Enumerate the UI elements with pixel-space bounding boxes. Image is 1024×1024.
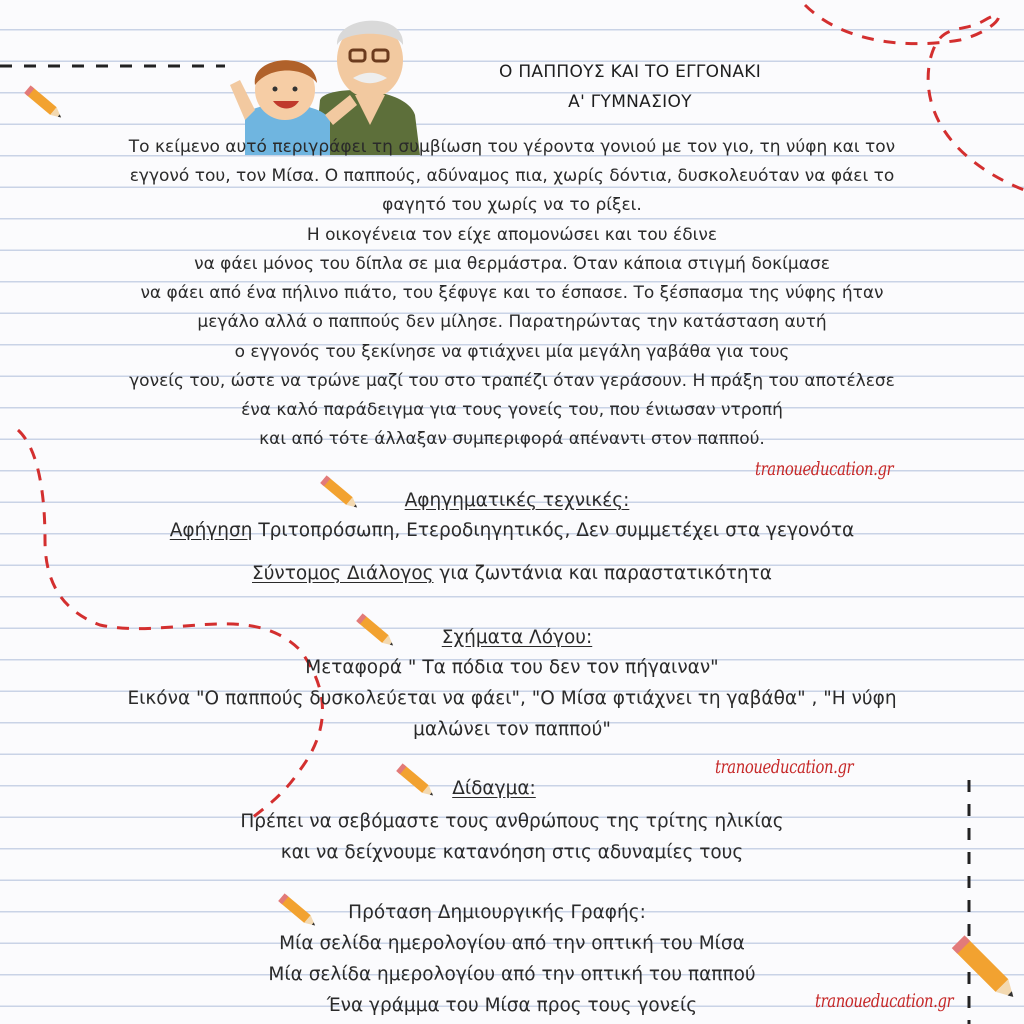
summary-line: ο εγγονός του ξεκίνησε να φτιάχνει μία μεγάλη γαβάθα για τους: [234, 342, 790, 362]
brand-watermark: tranoueducation.gr: [755, 458, 894, 480]
dialogue-label: Σύντομος Διάλογος: [252, 563, 434, 584]
dialogue-text: για ζωντάνια και παραστατικότητα: [433, 563, 772, 584]
creative-line: Μία σελίδα ημερολογίου από την οπτική του Μίσα: [279, 933, 745, 954]
pencil-icon: [22, 82, 68, 126]
brand-watermark: tranoueducation.gr: [715, 756, 854, 778]
creative-line: Μία σελίδα ημερολογίου από την οπτική του παππού: [268, 964, 756, 985]
lesson-line: και να δείχνουμε κατανόηση στις αδυναμίες τους: [280, 842, 744, 863]
narration-label: Αφήγηση: [169, 520, 253, 541]
techniques-dialogue: [0, 563, 1024, 584]
summary-line: Η οικογένεια τον είχε απομονώσει και του έδινε: [306, 225, 718, 245]
summary-line: γονείς του, ώστε να τρώνε μαζί του στο τραπέζι όταν γεράσουν. Η πράξη του αποτέλεσε: [129, 371, 895, 391]
techniques-heading: Αφηγηματικές τεχνικές:: [404, 490, 630, 511]
title-line-2: Α' ΓΥΜΝΑΣΙΟΥ: [568, 92, 692, 112]
figures-heading: Σχήματα Λόγου:: [441, 627, 593, 648]
techniques-narration: [0, 520, 1024, 541]
summary-line: εγγονό του, τον Μίσα. Ο παππούς, αδύναμος πια, χωρίς δόντια, δυσκολευόταν να φάει το: [129, 166, 895, 186]
summary-line: Το κείμενο αυτό περιγράφει τη συμβίωση του γέροντα γονιού με τον γιο, τη νύφη και τον: [128, 137, 896, 157]
figures-line: Μεταφορά " Τα πόδια του δεν τον πήγαιναν": [305, 657, 719, 678]
figures-line: μαλώνει τον παππού": [413, 719, 611, 740]
lesson-line: Πρέπει να σεβόμαστε τους ανθρώπους της τρίτης ηλικίας: [240, 811, 784, 832]
lesson-heading: Δίδαγμα:: [452, 778, 536, 799]
summary-line: να φάει από ένα πήλινο πιάτο, του ξέφυγε και το έσπασε. Το ξέσπασμα της νύφης ήταν: [140, 283, 884, 303]
summary-line: να φάει μόνος του δίπλα σε μια θερμάστρα. Όταν κάποια στιγμή δοκίμασε: [194, 254, 830, 274]
title-line-1: Ο ΠΑΠΠΟΥΣ ΚΑΙ ΤΟ ΕΓΓΟΝΑΚΙ: [498, 62, 762, 82]
creative-heading: Πρόταση Δημιουργικής Γραφής:: [348, 902, 646, 923]
summary-line: φαγητό του χωρίς να το ρίξει.: [382, 195, 642, 215]
summary-line: και από τότε άλλαξαν συμπεριφορά απέναντι στον παππού.: [259, 429, 765, 449]
brand-watermark: tranoueducation.gr: [815, 990, 954, 1012]
narration-text: Τριτοπρόσωπη, Ετεροδιηγητικός, Δεν συμμετέχει στα γεγονότα: [252, 520, 855, 541]
figures-line: Εικόνα "Ο παππούς δυσκολεύεται να φάει", "Ο Μίσα φτιάχνει τη γαβάθα" , "Η νύφη: [127, 688, 897, 709]
creative-line: Ένα γράμμα του Μίσα προς τους γονείς: [326, 995, 698, 1016]
summary-line: μεγάλο αλλά ο παππούς δεν μίλησε. Παρατηρώντας την κατάσταση αυτή: [197, 312, 827, 332]
summary-line: ένα καλό παράδειγμα για τους γονείς του, που ένιωσαν ντροπή: [241, 400, 783, 420]
